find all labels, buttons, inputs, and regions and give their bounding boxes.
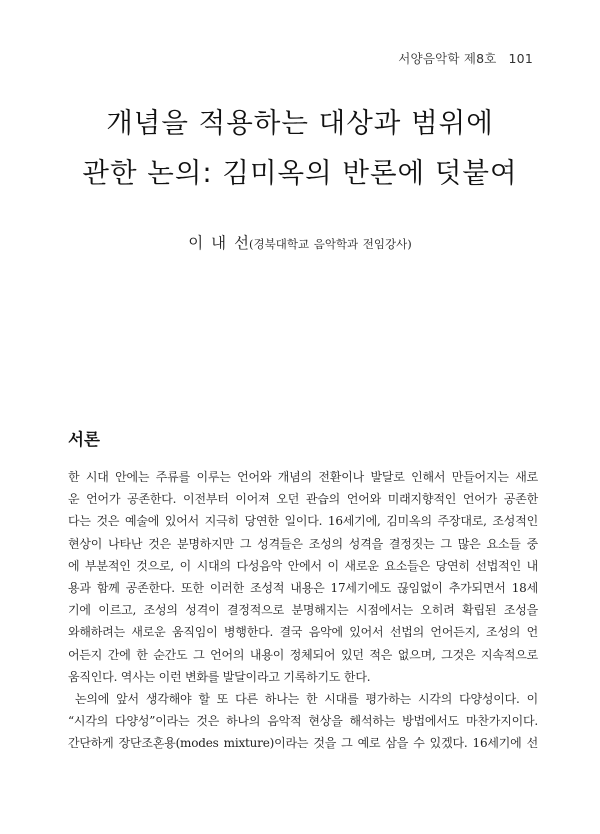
body-line: 에 부분적인 것으로, 이 시대의 다성음악 안에서 이 새로운 요소들은 당연히 선법적인 내 xyxy=(68,558,538,573)
body-line: 한 시대 안에는 주류를 이루는 언어와 개념의 전환이나 발달로 인해서 만들어지는 새로 xyxy=(68,470,538,484)
body-line: 어든지 간에 한 순간도 그 언어의 내용이 정체되어 있던 적은 없으며, 그것은 지속적으로 xyxy=(68,647,538,662)
page-number: 101 xyxy=(508,51,533,66)
body-line: “시각의 다양성”이라는 것은 하나의 음악적 현상을 해석하는 방법에서도 마찬가지이다. xyxy=(68,714,538,729)
title-line-2: 관한 논의: 김미옥의 반론에 덧붙여 xyxy=(82,157,518,189)
body-line: 다는 것은 예술에 있어서 지극히 당연한 일이다. 16세기에, 김미옥의 주장대로, 조성적인 xyxy=(68,514,538,529)
body-text xyxy=(68,466,538,754)
journal-name: 서양음악학 제8호 xyxy=(398,51,497,66)
body-line: 논의에 앞서 생각해야 할 또 다른 하나는 한 시대를 평가하는 시각의 다양성이다. 이 xyxy=(75,691,538,706)
body-line: 현상이 나타난 것은 분명하지만 그 성격들은 조성의 성격을 결정짓는 그 많은 요소들 중 xyxy=(68,536,538,551)
body-line: 기에 이르고, 조성의 성격이 결정적으로 분명해지는 시점에서는 오히려 확립된 조성을 xyxy=(68,603,538,618)
body-line: 용과 함께 공존한다. 또한 이러한 조성적 내용은 17세기에도 끊임없이 추가되면서 18세 xyxy=(68,580,538,595)
article-title xyxy=(0,98,600,198)
author-line xyxy=(0,231,600,253)
title-line-1: 개념을 적용하는 대상과 범위에 xyxy=(106,107,494,139)
author-affiliation: (경북대학교 음악학과 전임강사) xyxy=(249,237,412,251)
section-heading: 서론 xyxy=(68,430,100,449)
body-line: 움직인다. 역사는 이런 변화를 발달이라고 기록하기도 한다. xyxy=(68,669,371,684)
body-line: 와해하려는 새로운 움직임이 병행한다. 결국 음악에 있어서 선법의 언어든지, 조성의 언 xyxy=(68,625,538,640)
running-header xyxy=(398,49,533,67)
body-line: 간단하게 장단조혼용(modes mixture)이라는 것을 그 예로 삼을 수 있겠다. 16세기에 선 xyxy=(68,736,538,751)
body-line: 운 언어가 공존한다. 이전부터 이어져 오던 관습의 언어와 미래지향적인 언어가 공존한 xyxy=(68,492,538,507)
author-name: 이 내 선 xyxy=(188,234,250,252)
